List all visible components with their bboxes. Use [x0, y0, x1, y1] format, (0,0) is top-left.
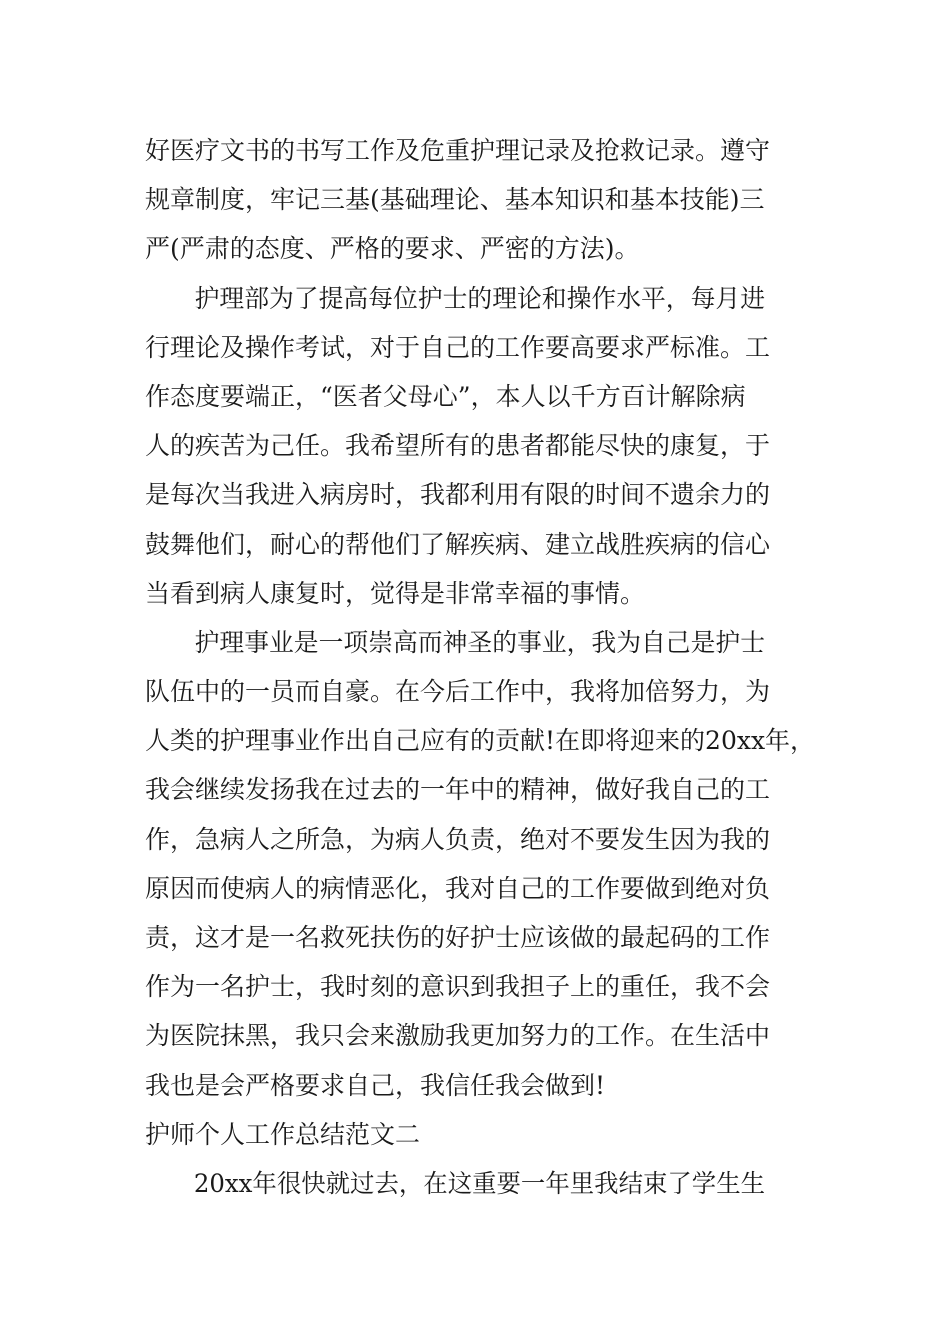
text-line: 人类的护理事业作出自己应有的贡献!在即将迎来的20xx年， [145, 726, 816, 756]
text-line: 是每次当我进入病房时，我都利用有限的时间不遗余力的 [145, 480, 771, 510]
text-line: 我会继续发扬我在过去的一年中的精神，做好我自己的工 [145, 775, 771, 805]
text-line: 20xx年很快就过去，在这重要一年里我结束了学生生 [193, 1168, 766, 1198]
text-line: 当看到病人康复时，觉得是非常幸福的事情。 [145, 578, 646, 608]
text-line: 鼓舞他们，耐心的帮他们了解疾病、建立战胜疾病的信心 [145, 529, 771, 559]
section-heading: 护师个人工作总结范文二 [145, 1119, 421, 1149]
text-line: 队伍中的一员而自豪。在今后工作中，我将加倍努力，为 [145, 677, 771, 707]
text-line: 我也是会严格要求自己，我信任我会做到! [145, 1070, 606, 1100]
text-line: 行理论及操作考试，对于自己的工作要高要求严标准。工 [145, 332, 771, 362]
text-line: 作态度要端正，“医者父母心”，本人以千方百计解除病 [145, 381, 746, 411]
text-line: 好医疗文书的书写工作及危重护理记录及抢救记录。遵守 [145, 136, 771, 165]
text-line: 作为一名护士，我时刻的意识到我担子上的重任，我不会 [145, 972, 771, 1002]
text-line: 责，这才是一名救死扶伤的好护士应该做的最起码的工作 [145, 923, 771, 952]
text-line: 原因而使病人的病情恶化，我对自己的工作要做到绝对负 [145, 873, 771, 903]
document-body [145, 126, 815, 1208]
text-line: 为医院抹黑，我只会来激励我更加努力的工作。在生活中 [145, 1021, 771, 1051]
text-line: 人的疾苦为己任。我希望所有的患者都能尽快的康复，于 [145, 431, 771, 461]
text-line: 护理部为了提高每位护士的理论和操作水平，每月进 [194, 283, 766, 313]
text-line: 严(严肃的态度、严格的要求、严密的方法)。 [145, 234, 640, 264]
text-line: 作，急病人之所急，为病人负责，绝对不要发生因为我的 [145, 824, 771, 854]
text-line: 护理事业是一项崇高而神圣的事业，我为自己是护士 [194, 627, 766, 657]
text-line: 规章制度，牢记三基(基础理论、基本知识和基本技能)三 [145, 185, 765, 215]
